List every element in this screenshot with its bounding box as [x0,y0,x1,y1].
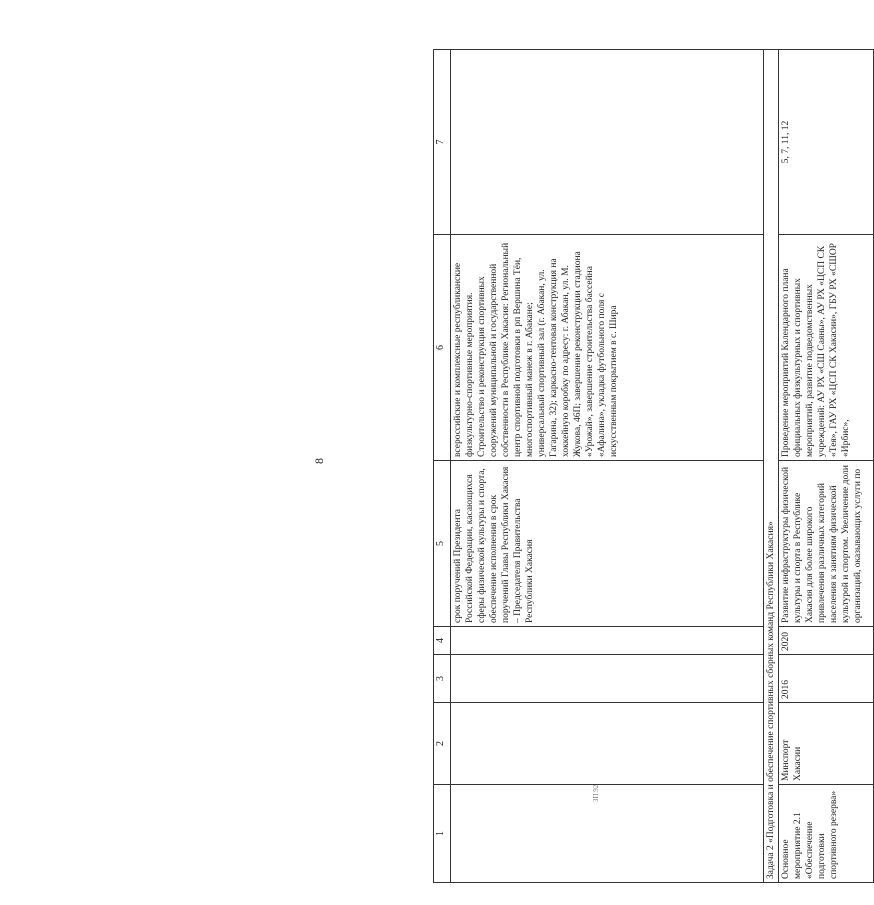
executor-cell: Минспорт Хакасии [779,703,874,785]
footer-code: ЗП 92 [592,784,600,802]
page-number: 8 [312,458,326,464]
event-name-cell: Основное мероприятие 2.1 «Обеспечение подготовки спортивного резерва» [779,785,874,883]
task-heading: Задача 2 «Подготовка и обеспечение спортивных сборных команд Республики Хакасия» [764,50,779,883]
col-number-4: 4 [434,627,451,655]
col-number-7: 7 [434,50,451,235]
col-number-5: 5 [434,461,451,627]
activities-cell: всероссийские и комплексные республиканские физкультурно-спортивные мероприятия. Строительство и реконструкция спортивных сооружений муниципальной и государственной собственности в Республике Хакасия: Региональный центр спортивной подготовки в рп Вершина Тёи, многоспортивный манеж в г. Абакане; универсальный спортивный зал (г. Абакан, ул. Гагарина, 32); каркасно-тентовая конструкция на хоккейную коробку по адресу: г. Абакан, ул. М. Жукова, 46П; завершение реконструкции стадиона «Урожай», завершение строительства бассейна «Афалина», укладка футбольного поля с искусственным покрытием в с. Шира [451,235,764,461]
cell-empty [451,627,764,655]
cell-empty [451,785,764,883]
event-row [779,50,874,883]
activities-cell: Проведение мероприятий Календарного плана официальных физкультурных и спортивных мероприятий, развитие подведомственных учреждений: АУ РХ «СШ Саяны», АУ РХ «ЦСП СК «Тея», ГАУ РХ «ЦСП СК Хакасии», ГБУ РХ «СШОР «Ирбис», [779,235,874,461]
col-number-6: 6 [434,235,451,461]
cell-empty [451,50,764,235]
task-row [764,50,779,883]
column-numbers-row [434,50,451,883]
cell-empty [451,703,764,785]
cell-empty [451,655,764,703]
start-year-cell: 2016 [779,655,874,703]
expected-result-cell: срок поручений Президента Российской Федерации, касающихся сферы физической культуры и спорта, обеспечение исполнения в срок поручений Главы Республики Хакасия – Председателя Правительства Республики Хакасия [451,461,764,627]
expected-result-cell: Развитие инфраструктуры физической культуры и спорта в Республике Хакасия для более широкого привлечения различных категорий населения к занятиям физической культурой и спортом. Увеличение доли организаций, оказывающих услуги по [779,461,874,627]
col-number-3: 3 [434,655,451,703]
end-year-cell: 2020 [779,627,874,655]
continuation-row [451,50,764,883]
indicators-cell: 5, 7, 11, 12 [779,50,874,235]
col-number-2: 2 [434,703,451,785]
col-number-1: 1 [434,785,451,883]
program-table [433,49,874,883]
